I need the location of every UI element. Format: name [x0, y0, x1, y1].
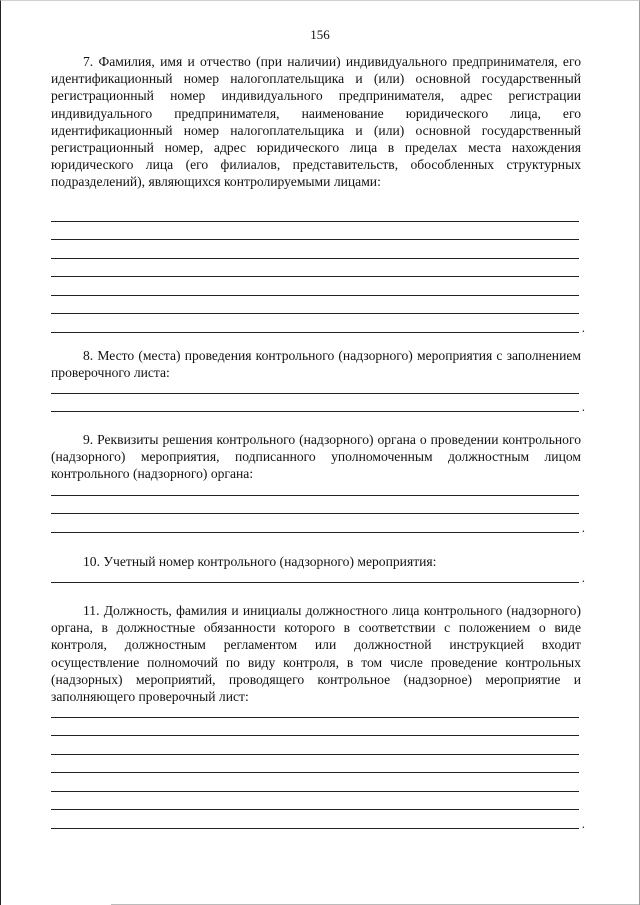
- section-10-text: 10. Учетный номер контрольного (надзорного) мероприятия:: [83, 554, 437, 569]
- fill-line[interactable]: [51, 240, 579, 259]
- fill-line[interactable]: [51, 477, 579, 496]
- fill-line[interactable]: [51, 496, 579, 515]
- fill-line[interactable]: [51, 773, 579, 792]
- section-8-text: 8. Место (места) проведения контрольного (надзорного) мероприятия с заполнением проверочного листа:: [51, 348, 581, 381]
- fill-line[interactable]: [51, 375, 579, 394]
- fill-line[interactable]: [51, 792, 579, 811]
- fill-line[interactable]: [51, 222, 579, 241]
- section-11-text: 11. Должность, фамилия и инициалы должностного лица контрольного (надзорного) органа, в должностные обязанности которого в соответствии с положением о виде контроля, должностным регламентом или должностной инструкцией входит осуществление полномочий по виду контроля, в том числе проведение контрольных (надзорных) мероприятий, проводящего контрольное (надзорное) мероприятие и заполняющего проверочный лист:: [51, 603, 581, 705]
- fill-line[interactable]: [51, 736, 579, 755]
- section-7-text: 7. Фамилия, имя и отчество (при наличии) индивидуального предпринимателя, его идентификационный номер налогоплательщика и (или) основной государственный регистрационный номер индивидуального предпринимателя, адрес регистрации индивидуального предпринимателя, наименование юридического лица, его идентификационный номер налогоплательщика и (или) основной государственный регистрационный номер, адрес юридического лица в пределах места нахождения юридического лица (его филиалов, представительств, обособленных структурных подразделений), являющихся контролируемыми лицами:: [51, 54, 581, 190]
- section-9-text: 9. Реквизиты решения контрольного (надзорного) органа о проведении контрольного (надзорного) мероприятия, подписанного уполномоченным должностным лицом контрольного (надзорного) органа:: [51, 432, 581, 482]
- page-number: 156: [310, 27, 330, 42]
- fill-line[interactable]: [51, 296, 579, 315]
- section-9-fill-lines: [51, 477, 579, 533]
- fill-line[interactable]: [51, 259, 579, 278]
- fill-line[interactable]: [51, 755, 579, 774]
- fill-line[interactable]: [51, 718, 579, 737]
- fill-line[interactable]: [51, 277, 579, 296]
- fill-line[interactable]: [51, 394, 579, 413]
- section-7-fill-lines: [51, 203, 579, 333]
- fill-line[interactable]: [51, 514, 579, 533]
- fill-line[interactable]: [51, 699, 579, 718]
- section-8-fill-lines: [51, 375, 579, 412]
- fill-line[interactable]: [51, 203, 579, 222]
- fill-line[interactable]: [51, 810, 579, 829]
- fill-line[interactable]: [51, 564, 579, 583]
- fill-line[interactable]: [51, 314, 579, 333]
- section-10-fill-lines: [51, 564, 579, 583]
- section-11-fill-lines: [51, 699, 579, 829]
